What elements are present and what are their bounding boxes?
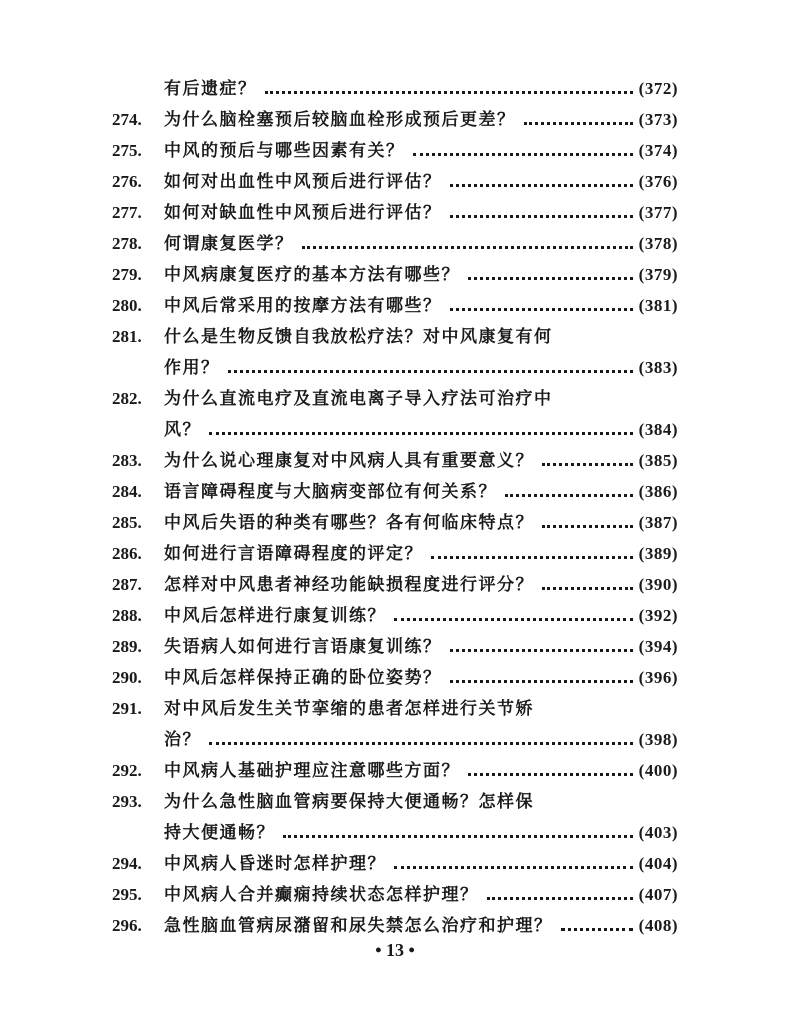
dot-leader bbox=[450, 214, 633, 218]
page-reference: (400) bbox=[638, 761, 678, 780]
page-reference: (404) bbox=[638, 854, 678, 873]
toc-line bbox=[112, 564, 678, 595]
page-reference: (392) bbox=[638, 606, 678, 625]
toc-line bbox=[112, 378, 678, 409]
entry-title: 中风病人昏迷时怎样护理？ bbox=[164, 854, 386, 874]
dot-leader bbox=[302, 245, 633, 249]
dot-leader bbox=[209, 741, 633, 745]
dot-leader bbox=[468, 276, 633, 280]
toc-entry bbox=[112, 192, 678, 223]
dot-leader bbox=[450, 648, 633, 652]
entry-title: 急性脑血管病尿潴留和尿失禁怎么治疗和护理？ bbox=[164, 916, 553, 936]
entry-number: 290. bbox=[112, 668, 142, 687]
entry-title: 失语病人如何进行言语康复训练？ bbox=[164, 637, 442, 657]
toc-line bbox=[112, 502, 678, 533]
dot-leader bbox=[413, 152, 633, 156]
toc-line bbox=[112, 750, 678, 781]
toc-line bbox=[112, 409, 678, 440]
entry-title: 中风后怎样保持正确的卧位姿势？ bbox=[164, 668, 442, 688]
entry-title: 什么是生物反馈自我放松疗法？对中风康复有何 bbox=[164, 327, 553, 347]
dot-leader bbox=[209, 431, 633, 435]
entry-title: 为什么急性脑血管病要保持大便通畅？怎样保 bbox=[164, 792, 534, 812]
entry-number: 294. bbox=[112, 854, 142, 873]
page-reference: (378) bbox=[638, 234, 678, 253]
toc-line bbox=[112, 595, 678, 626]
dot-leader bbox=[542, 462, 633, 466]
entry-number: 291. bbox=[112, 699, 142, 718]
toc-entry bbox=[112, 68, 678, 99]
toc-line bbox=[112, 347, 678, 378]
toc-line bbox=[112, 254, 678, 285]
entry-title: 持大便通畅？ bbox=[164, 823, 275, 843]
page-reference: (372) bbox=[638, 79, 678, 98]
entry-title: 中风病康复医疗的基本方法有哪些？ bbox=[164, 265, 460, 285]
toc-entry bbox=[112, 502, 678, 533]
entry-number: 295. bbox=[112, 885, 142, 904]
page-reference: (385) bbox=[638, 451, 678, 470]
entry-number: 280. bbox=[112, 296, 142, 315]
page-reference: (374) bbox=[638, 141, 678, 160]
toc-line bbox=[112, 440, 678, 471]
toc-entry bbox=[112, 130, 678, 161]
dot-leader bbox=[431, 555, 633, 559]
entry-title: 何谓康复医学？ bbox=[164, 234, 294, 254]
entry-number: 284. bbox=[112, 482, 142, 501]
entry-number: 276. bbox=[112, 172, 142, 191]
page-reference: (396) bbox=[638, 668, 678, 687]
dot-leader bbox=[542, 524, 633, 528]
toc-entry bbox=[112, 99, 678, 130]
page-reference: (394) bbox=[638, 637, 678, 656]
dot-leader bbox=[450, 307, 633, 311]
entry-number: 293. bbox=[112, 792, 142, 811]
toc-entry bbox=[112, 223, 678, 254]
page-reference: (407) bbox=[638, 885, 678, 904]
entry-title: 中风后失语的种类有哪些？各有何临床特点？ bbox=[164, 513, 534, 533]
entry-title: 作用？ bbox=[164, 358, 220, 378]
entry-title: 治？ bbox=[164, 730, 201, 750]
entry-number: 275. bbox=[112, 141, 142, 160]
page-reference: (381) bbox=[638, 296, 678, 315]
page-reference: (408) bbox=[638, 916, 678, 935]
entry-number: 278. bbox=[112, 234, 142, 253]
entry-title: 中风后常采用的按摩方法有哪些？ bbox=[164, 296, 442, 316]
dot-leader bbox=[505, 493, 633, 497]
dot-leader bbox=[394, 617, 633, 621]
toc-line bbox=[112, 130, 678, 161]
toc-line bbox=[112, 316, 678, 347]
toc-entry bbox=[112, 750, 678, 781]
toc-line bbox=[112, 905, 678, 936]
toc-line bbox=[112, 626, 678, 657]
page-reference: (376) bbox=[638, 172, 678, 191]
toc-line bbox=[112, 688, 678, 719]
entry-title: 语言障碍程度与大脑病变部位有何关系？ bbox=[164, 482, 497, 502]
entry-number: 283. bbox=[112, 451, 142, 470]
entry-number: 285. bbox=[112, 513, 142, 532]
table-of-contents bbox=[112, 68, 678, 936]
entry-title: 如何对出血性中风预后进行评估？ bbox=[164, 172, 442, 192]
page-number: • 13 • bbox=[375, 940, 415, 960]
entry-number: 274. bbox=[112, 110, 142, 129]
dot-leader bbox=[524, 121, 633, 125]
dot-leader bbox=[487, 896, 633, 900]
toc-entry bbox=[112, 440, 678, 471]
toc-line bbox=[112, 192, 678, 223]
entry-number: 279. bbox=[112, 265, 142, 284]
toc-entry bbox=[112, 781, 678, 843]
dot-leader bbox=[542, 586, 633, 590]
entry-number: 286. bbox=[112, 544, 142, 563]
entry-number: 287. bbox=[112, 575, 142, 594]
entry-title: 中风的预后与哪些因素有关？ bbox=[164, 141, 405, 161]
dot-leader bbox=[561, 927, 633, 931]
toc-line bbox=[112, 68, 678, 99]
entry-number: 288. bbox=[112, 606, 142, 625]
toc-entry bbox=[112, 843, 678, 874]
entry-title: 中风病人合并癫痫持续状态怎样护理？ bbox=[164, 885, 479, 905]
entry-title: 如何进行言语障碍程度的评定？ bbox=[164, 544, 423, 564]
toc-entry bbox=[112, 874, 678, 905]
entry-number: 289. bbox=[112, 637, 142, 656]
toc-entry bbox=[112, 533, 678, 564]
entry-title: 为什么说心理康复对中风病人具有重要意义？ bbox=[164, 451, 534, 471]
toc-entry bbox=[112, 316, 678, 378]
entry-number: 277. bbox=[112, 203, 142, 222]
toc-entry bbox=[112, 626, 678, 657]
entry-title: 中风后怎样进行康复训练？ bbox=[164, 606, 386, 626]
dot-leader bbox=[265, 90, 633, 94]
toc-entry bbox=[112, 285, 678, 316]
dot-leader bbox=[283, 834, 633, 838]
toc-entry bbox=[112, 471, 678, 502]
page-reference: (386) bbox=[638, 482, 678, 501]
entry-title: 对中风后发生关节挛缩的患者怎样进行关节矫 bbox=[164, 699, 534, 719]
toc-line bbox=[112, 812, 678, 843]
toc-line bbox=[112, 843, 678, 874]
page-reference: (390) bbox=[638, 575, 678, 594]
toc-entry bbox=[112, 378, 678, 440]
toc-line bbox=[112, 99, 678, 130]
page-reference: (377) bbox=[638, 203, 678, 222]
entry-number: 281. bbox=[112, 327, 142, 346]
dot-leader bbox=[394, 865, 633, 869]
page-reference: (403) bbox=[638, 823, 678, 842]
toc-line bbox=[112, 533, 678, 564]
page-reference: (387) bbox=[638, 513, 678, 532]
page-reference: (379) bbox=[638, 265, 678, 284]
page-reference: (384) bbox=[638, 420, 678, 439]
entry-title: 中风病人基础护理应注意哪些方面？ bbox=[164, 761, 460, 781]
toc-entry bbox=[112, 905, 678, 936]
toc-line bbox=[112, 161, 678, 192]
toc-entry bbox=[112, 657, 678, 688]
toc-entry bbox=[112, 688, 678, 750]
toc-line bbox=[112, 874, 678, 905]
entry-title: 怎样对中风患者神经功能缺损程度进行评分？ bbox=[164, 575, 534, 595]
toc-line bbox=[112, 223, 678, 254]
toc-line bbox=[112, 657, 678, 688]
entry-title: 如何对缺血性中风预后进行评估？ bbox=[164, 203, 442, 223]
entry-title: 有后遗症？ bbox=[164, 79, 257, 99]
dot-leader bbox=[450, 183, 633, 187]
toc-entry bbox=[112, 564, 678, 595]
toc-entry bbox=[112, 254, 678, 285]
toc-entry bbox=[112, 161, 678, 192]
toc-line bbox=[112, 719, 678, 750]
dot-leader bbox=[450, 679, 633, 683]
page-reference: (398) bbox=[638, 730, 678, 749]
toc-line bbox=[112, 471, 678, 502]
page-reference: (383) bbox=[638, 358, 678, 377]
dot-leader bbox=[468, 772, 633, 776]
entry-title: 风？ bbox=[164, 420, 201, 440]
entry-number: 292. bbox=[112, 761, 142, 780]
entry-title: 为什么脑栓塞预后较脑血栓形成预后更差？ bbox=[164, 110, 516, 130]
toc-line bbox=[112, 285, 678, 316]
entry-title: 为什么直流电疗及直流电离子导入疗法可治疗中 bbox=[164, 389, 553, 409]
entry-number: 282. bbox=[112, 389, 142, 408]
toc-entry bbox=[112, 595, 678, 626]
toc-line bbox=[112, 781, 678, 812]
page-reference: (373) bbox=[638, 110, 678, 129]
dot-leader bbox=[228, 369, 633, 373]
entry-number: 296. bbox=[112, 916, 142, 935]
page-reference: (389) bbox=[638, 544, 678, 563]
